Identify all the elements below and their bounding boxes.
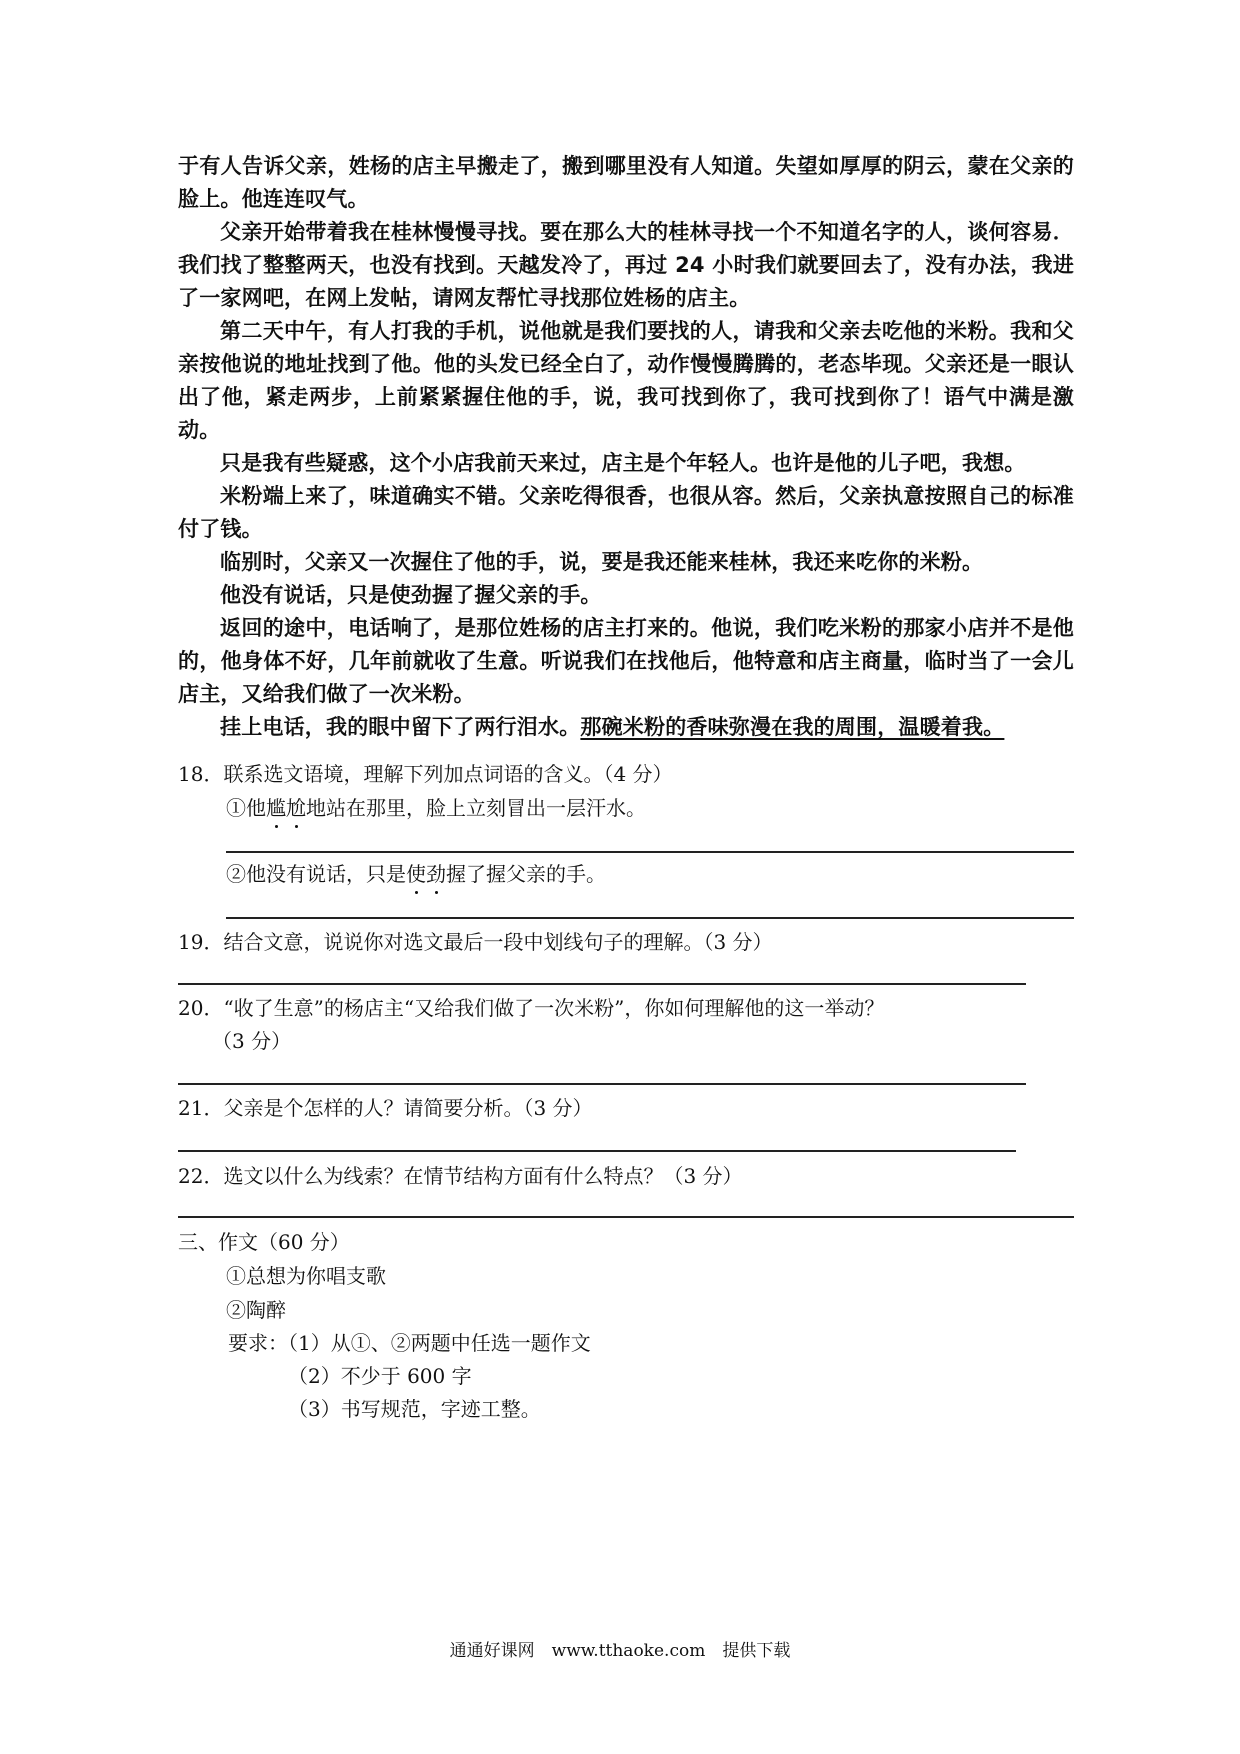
answer-line[interactable] [178,1216,1074,1218]
passage-paragraph [178,711,1074,744]
underlined-sentence: 那碗米粉的香味弥漫在我的周围，温暖着我。 [580,715,1005,739]
passage-paragraph: 临别时，父亲又一次握住了他的手，说，要是我还能来桂林，我还来吃你的米粉。 [220,550,984,574]
page-footer: 通通好课网 www.tthaoke.com 提供下载 [449,1641,791,1661]
question-18-item-2 [226,860,1086,888]
composition-requirement-3: （3）书写规范，字迹工整。 [288,1397,541,1421]
answer-line[interactable] [226,851,1074,853]
question-19: 19．结合文意，说说你对选文最后一段中划线句子的理解。（3 分） [178,930,773,954]
dotted-char: 使 [406,862,426,886]
question-18: 18．联系选文语境，理解下列加点词语的含义。（4 分） [178,762,673,786]
question-20: 20．“收了生意”的杨店主“又给我们做了一次米粉”，你如何理解他的这一举动？ [178,996,885,1020]
passage-paragraph: 第二天中午，有人打我的手机，说他就是我们要找的人，请我和父亲去吃他的米粉。我和父亲按他说的地址找到了他。他的头发已经全白了，动作慢慢腾腾的，老态毕现。父亲还是一眼认出了他，紧走两步，上前紧紧握住他的手，说，我可找到你了，我可找到你了！语气中满是激动。 [178,319,1074,442]
dotted-char: 尬 [286,796,306,820]
composition-topic-2: ②陶醉 [226,1298,286,1322]
answer-line[interactable] [178,1150,1016,1152]
passage-paragraph: 返回的途中，电话响了，是那位姓杨的店主打来的。他说，我们吃米粉的那家小店并不是他的，他身体不好，几年前就收了生意。听说我们在找他后，他特意和店主商量，临时当了一会儿店主，又给我们做了一次米粉。 [178,616,1074,706]
question-text: ①他 [226,796,266,820]
composition-heading: 三、作文（60 分） [178,1230,350,1254]
passage-paragraph: 米粉端上来了，味道确实不错。父亲吃得很香，也很从容。然后，父亲执意按照自己的标准付了钱。 [178,484,1074,541]
composition-requirement-1: 要求：（1）从①、②两题中任选一题作文 [228,1331,591,1355]
question-22: 22．选文以什么为线索？在情节结构方面有什么特点？（3 分） [178,1164,743,1188]
dotted-char: 劲 [426,862,446,886]
reading-passage [178,150,1074,744]
question-text: 地站在那里，脸上立刻冒出一层汗水。 [306,796,646,820]
question-text: ②他没有说话，只是 [226,862,406,886]
passage-paragraph: 于有人告诉父亲，姓杨的店主早搬走了，搬到哪里没有人知道。失望如厚厚的阴云，蒙在父亲的脸上。他连连叹气。 [178,154,1074,211]
question-text: 握了握父亲的手。 [446,862,606,886]
passage-paragraph: 父亲开始带着我在桂林慢慢寻找。要在那么大的桂林寻找一个不知道名字的人，谈何容易．我们找了整整两天，也没有找到。天越发冷了，再过 24 小时我们就要回去了，没有办法，我进了一家网吧，在网上发帖，请网友帮忙寻找那位姓杨的店主。 [178,220,1074,310]
composition-requirement-2: （2）不少于 600 字 [288,1364,472,1388]
composition-topic-1: ①总想为你唱支歌 [226,1264,386,1288]
answer-line[interactable] [178,983,1026,985]
passage-paragraph: 只是我有些疑惑，这个小店我前天来过，店主是个年轻人。也许是他的儿子吧，我想。 [220,451,1026,475]
question-18-item-1 [226,794,1086,822]
answer-line[interactable] [178,1083,1026,1085]
passage-paragraph: 他没有说话，只是使劲握了握父亲的手。 [220,583,602,607]
dotted-char: 尴 [266,796,286,820]
question-21: 21．父亲是个怎样的人？请简要分析。（3 分） [178,1096,593,1120]
question-20-score: （3 分） [212,1029,292,1053]
answer-line[interactable] [226,917,1074,919]
passage-text: 挂上电话，我的眼中留下了两行泪水。 [220,715,581,739]
